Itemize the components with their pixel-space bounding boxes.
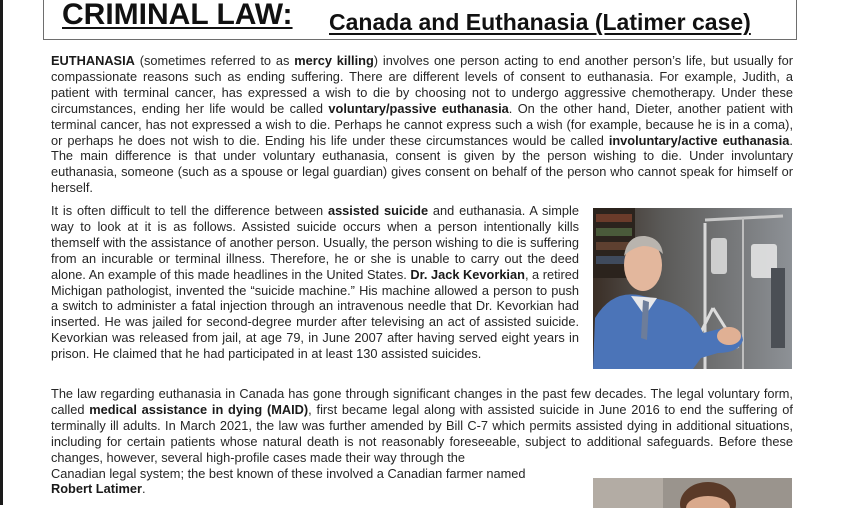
text-run-narrow: Canadian legal system; the best known of these involved a Canadian farmer named [51, 465, 526, 481]
text-run: and euthanasia. A simple way to look at it is as follows. Assisted suicide occurs when a person intentionally kills themself with the assistance of another person. Usually, the person wishing to die is suffering from an incurable or terminal illness. Therefore, he or she is unable to carry out the deed alone. An example of this made headlines in the United States. [51, 203, 579, 282]
term-assisted-suicide: assisted suicide [327, 203, 429, 218]
term-involuntary-active: involuntary/active euthanasia [608, 132, 790, 148]
term-voluntary-passive: voluntary/passive euthanasia [328, 100, 509, 116]
text-run: , first became legal along with assisted suicide in June 2016 to end the suffering of terminally ill adults. In March 2021, the law was further amended by Bill C-7 which permits assisted dying in additional situations, including for certain patients whose natural death is not reasonably foreseeable, subject to additional safeguards. Before these changes, however, several high-profile cases made their way through the [51, 401, 793, 465]
title-banner [43, 0, 797, 40]
kevorkian-photo [593, 208, 792, 369]
text-run: . The main difference is that under voluntary euthanasia, consent is given by the person wishing to die. Under involuntary euthanasia, someone (such as a spouse or legal guardian) gives consent on behalf of the person who cannot speak for himself or herself. [51, 132, 793, 196]
text-run: . [142, 481, 146, 497]
term-maid: medical assistance in dying (MAID) [89, 401, 309, 417]
paragraph-assisted-suicide [51, 203, 579, 362]
page-subtitle: Canada and Euthanasia (Latimer case) [329, 9, 751, 35]
latimer-photo [593, 478, 792, 508]
text-run: (sometimes referred to as [134, 53, 295, 68]
paragraph-euthanasia-definition [51, 53, 793, 196]
text-run: The law regarding euthanasia in Canada has gone through significant changes in the past few decades. The legal voluntary form, called [51, 386, 793, 417]
text-run: . On the other hand, Dieter, another patient with terminal cancer, has not expressed a wish to die. Perhaps he cannot express such a wish (for example, because he is in a coma), or perhaps he does not wish to die. Ending his life under these circumstances would be called [51, 100, 793, 148]
text-run: , a retired Michigan pathologist, invented the “suicide machine.” His machine allowed a person to push a switch to administer a fatal injection through an intravenous needle that Dr. Kevorkian had inserted. He was jailed for second-degree murder after televising an act of assisted suicide. Kevorkian was released from jail, at age 79, in June 2007 after having served eight years in prison. He claimed that he had participated in at least 130 assisted suicides. [51, 266, 580, 362]
page-edge-line [0, 0, 3, 505]
term-mercy-killing: mercy killing [294, 53, 374, 68]
page-title: CRIMINAL LAW: [62, 0, 293, 31]
text-run: It is often difficult to tell the difference between [51, 203, 328, 218]
term-euthanasia: EUTHANASIA [51, 53, 135, 68]
term-jack-kevorkian: Dr. Jack Kevorkian [410, 266, 525, 282]
text-run: ) involves one person acting to end another person’s life, but usually for compassionate reasons such as ending suffering. There are different levels of consent to euthanasia. For example, Judith, a patient with terminal cancer, has expressed a wish to die by choosing not to undergo aggressive chemotherapy. Under these circumstances, ending her life would be called [51, 53, 793, 116]
term-robert-latimer: Robert Latimer [51, 481, 143, 497]
